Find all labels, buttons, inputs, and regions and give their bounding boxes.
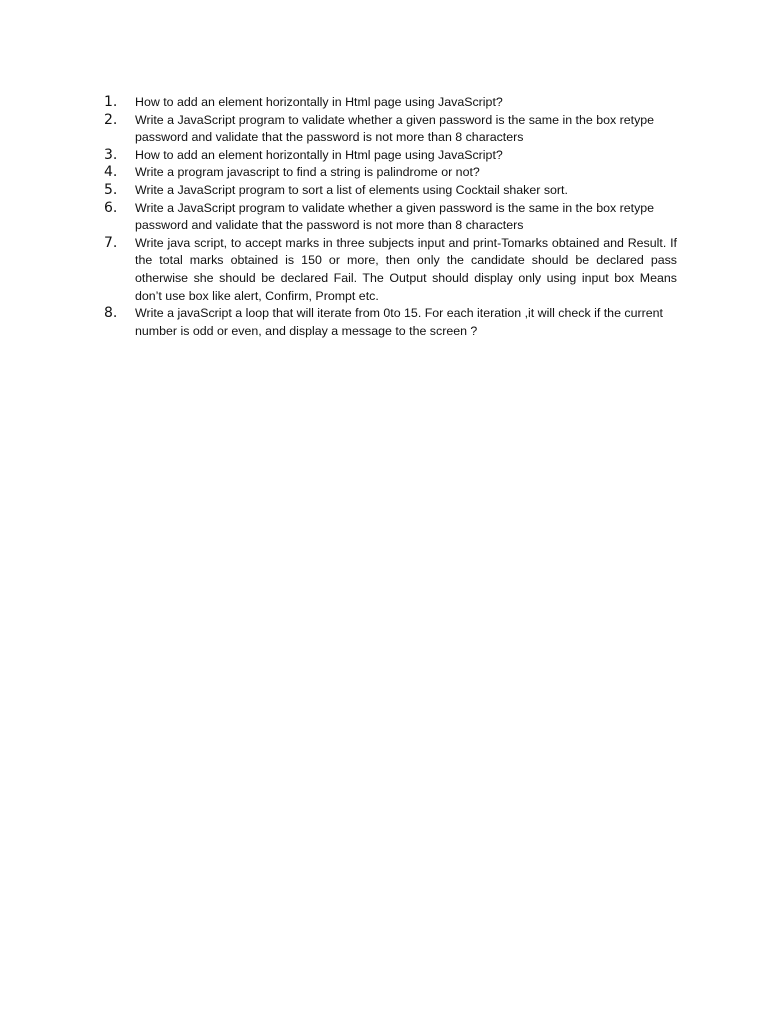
question-item-7 xyxy=(104,235,677,305)
question-number: 8. xyxy=(104,305,118,322)
question-number: 2. xyxy=(104,111,118,128)
question-number: 7. xyxy=(104,234,118,251)
question-item-5 xyxy=(104,182,677,200)
question-number: 1. xyxy=(104,94,118,110)
question-number: 6. xyxy=(104,199,118,216)
question-text: Write a JavaScript program to validate whether a given password is the same in the box retype password and validate that the password is not more than 8 characters xyxy=(135,200,655,233)
question-text: Write a program javascript to find a string is palindrome or not? xyxy=(135,165,480,180)
question-item-1 xyxy=(104,94,677,112)
question-item-8 xyxy=(104,305,677,340)
question-number: 3. xyxy=(104,146,118,163)
question-text: Write a JavaScript program to sort a list of elements using Cocktail shaker sort. xyxy=(135,182,568,197)
question-text: How to add an element horizontally in Html page using JavaScript? xyxy=(135,147,503,162)
question-item-4 xyxy=(104,164,677,182)
question-text: Write java script, to accept marks in three subjects input and print-Tomarks obtained and Result. If the total marks obtained is 150 or more, then only the candidate should be declared pass otherwise she should be declared Fail. The Output should display only using input box Means don’t use box like alert, Confirm, Prompt etc. xyxy=(135,235,677,303)
question-text: Write a javaScript a loop that will iterate from 0to 15. For each iteration ,it will check if the current number is odd or even, and display a message to the screen ? xyxy=(135,306,663,338)
question-item-2 xyxy=(104,112,677,147)
question-list xyxy=(104,94,677,340)
question-number: 4. xyxy=(104,164,118,181)
question-number: 5. xyxy=(104,181,118,198)
question-item-6 xyxy=(104,200,677,235)
question-text: Write a JavaScript program to validate whether a given password is the same in the box retype password and validate that the password is not more than 8 characters xyxy=(135,112,655,145)
question-text: How to add an element horizontally in Html page using JavaScript? xyxy=(135,95,503,109)
question-item-3 xyxy=(104,147,677,165)
